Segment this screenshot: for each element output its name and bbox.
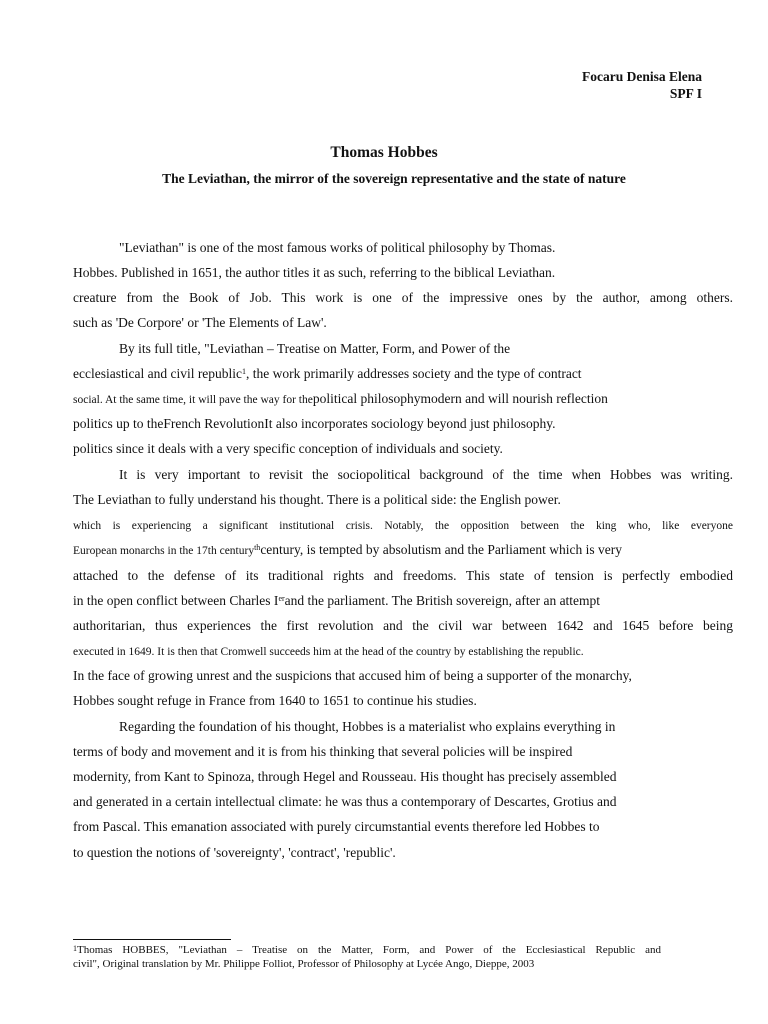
superscript: er <box>278 594 285 603</box>
page-subtitle: The Leviathan, the mirror of the sovereign representative and the state of nature <box>162 171 626 186</box>
footnote-line <box>73 944 661 957</box>
body-line <box>73 541 622 560</box>
footnote-text: Thomas HOBBES, "Leviathan – Treatise on the Matter, Form, and Power of the Ecclesiastical Republic and <box>77 944 661 956</box>
body-text: ecclesiastical and civil republic <box>73 366 243 381</box>
footnote-line: civil", Original translation by Mr. Philippe Folliot, Professor of Philosophy at Lycée Ango, Dieppe, 2003 <box>73 958 535 970</box>
superscript: th <box>254 543 261 552</box>
body-line <box>73 390 608 409</box>
body-text-small: executed in 1649. It is then that Cromwell succeeds him at the head of the country by establishing the republic. <box>73 646 584 658</box>
body-line: Hobbes. Published in 1651, the author titles it as such, referring to the biblical Leviathan. <box>73 265 556 280</box>
body-line <box>73 642 584 661</box>
body-line: attached to the defense of its traditional rights and freedoms. This state of tension is perfectly embodied <box>73 568 733 583</box>
body-line: and generated in a certain intellectual climate: he was thus a contemporary of Descartes, Grotius and <box>73 794 617 809</box>
body-text: in the open conflict between Charles I <box>73 593 279 608</box>
body-line: Hobbes sought refuge in France from 1640 to 1651 to continue his studies. <box>73 693 477 708</box>
body-text: century, is tempted by absolutism and the Parliament which is very <box>260 542 622 557</box>
author-block <box>582 68 702 102</box>
body-line: The Leviathan to fully understand his thought. There is a political side: the English power. <box>73 492 561 507</box>
body-line: It is very important to revisit the sociopolitical background of the time when Hobbes was writing. <box>119 467 733 482</box>
author-group: SPF I <box>669 86 702 101</box>
author-name: Focaru Denisa Elena <box>582 69 702 84</box>
body-line: politics since it deals with a very specific conception of individuals and society. <box>73 441 503 456</box>
body-line: politics up to theFrench RevolutionIt also incorporates sociology beyond just philosophy. <box>73 416 556 431</box>
body-text: political philosophymodern and will nourish reflection <box>312 391 608 406</box>
body-line <box>73 592 600 609</box>
body-line: By its full title, "Leviathan – Treatise on Matter, Form, and Power of the <box>119 341 511 356</box>
body-text-small: social. At the same time, it will pave the way for the <box>73 394 313 406</box>
body-line <box>73 516 733 535</box>
body-line: such as 'De Corpore' or 'The Elements of Law'. <box>73 315 327 330</box>
body-line: from Pascal. This emanation associated with purely circumstantial events therefore led Hobbes to <box>73 819 600 834</box>
footnote-marker: 1 <box>73 944 77 953</box>
body-line: "Leviathan" is one of the most famous works of political philosophy by Thomas. <box>119 240 556 255</box>
body-text-small: which is experiencing a significant institutional crisis. Notably, the opposition between the king who, like everyone <box>73 520 733 532</box>
body-line: In the face of growing unrest and the suspicions that accused him of being a supporter of the monarchy, <box>73 668 632 683</box>
body-line: authoritarian, thus experiences the first revolution and the civil war between 1642 and 1645 before being <box>73 618 733 633</box>
footnote-reference[interactable]: 1 <box>242 367 247 376</box>
body-line: creature from the Book of Job. This work is one of the impressive ones by the author, among others. <box>73 290 733 305</box>
body-line: modernity, from Kant to Spinoza, through Hegel and Rousseau. His thought has precisely assembled <box>73 769 617 784</box>
body-text: , the work primarily addresses society and the type of contract <box>246 366 582 381</box>
page-title: Thomas Hobbes <box>330 144 438 161</box>
body-line <box>73 365 582 382</box>
footnote-divider <box>73 939 231 940</box>
body-text: and the parliament. The British sovereign, after an attempt <box>284 593 601 608</box>
body-line: terms of body and movement and it is from his thinking that several policies will be inspired <box>73 744 573 759</box>
body-line: to question the notions of 'sovereignty', 'contract', 'republic'. <box>73 845 396 860</box>
body-text-small: European monarchs in the 17th century <box>73 545 255 557</box>
body-line: Regarding the foundation of his thought, Hobbes is a materialist who explains everything in <box>119 719 616 734</box>
